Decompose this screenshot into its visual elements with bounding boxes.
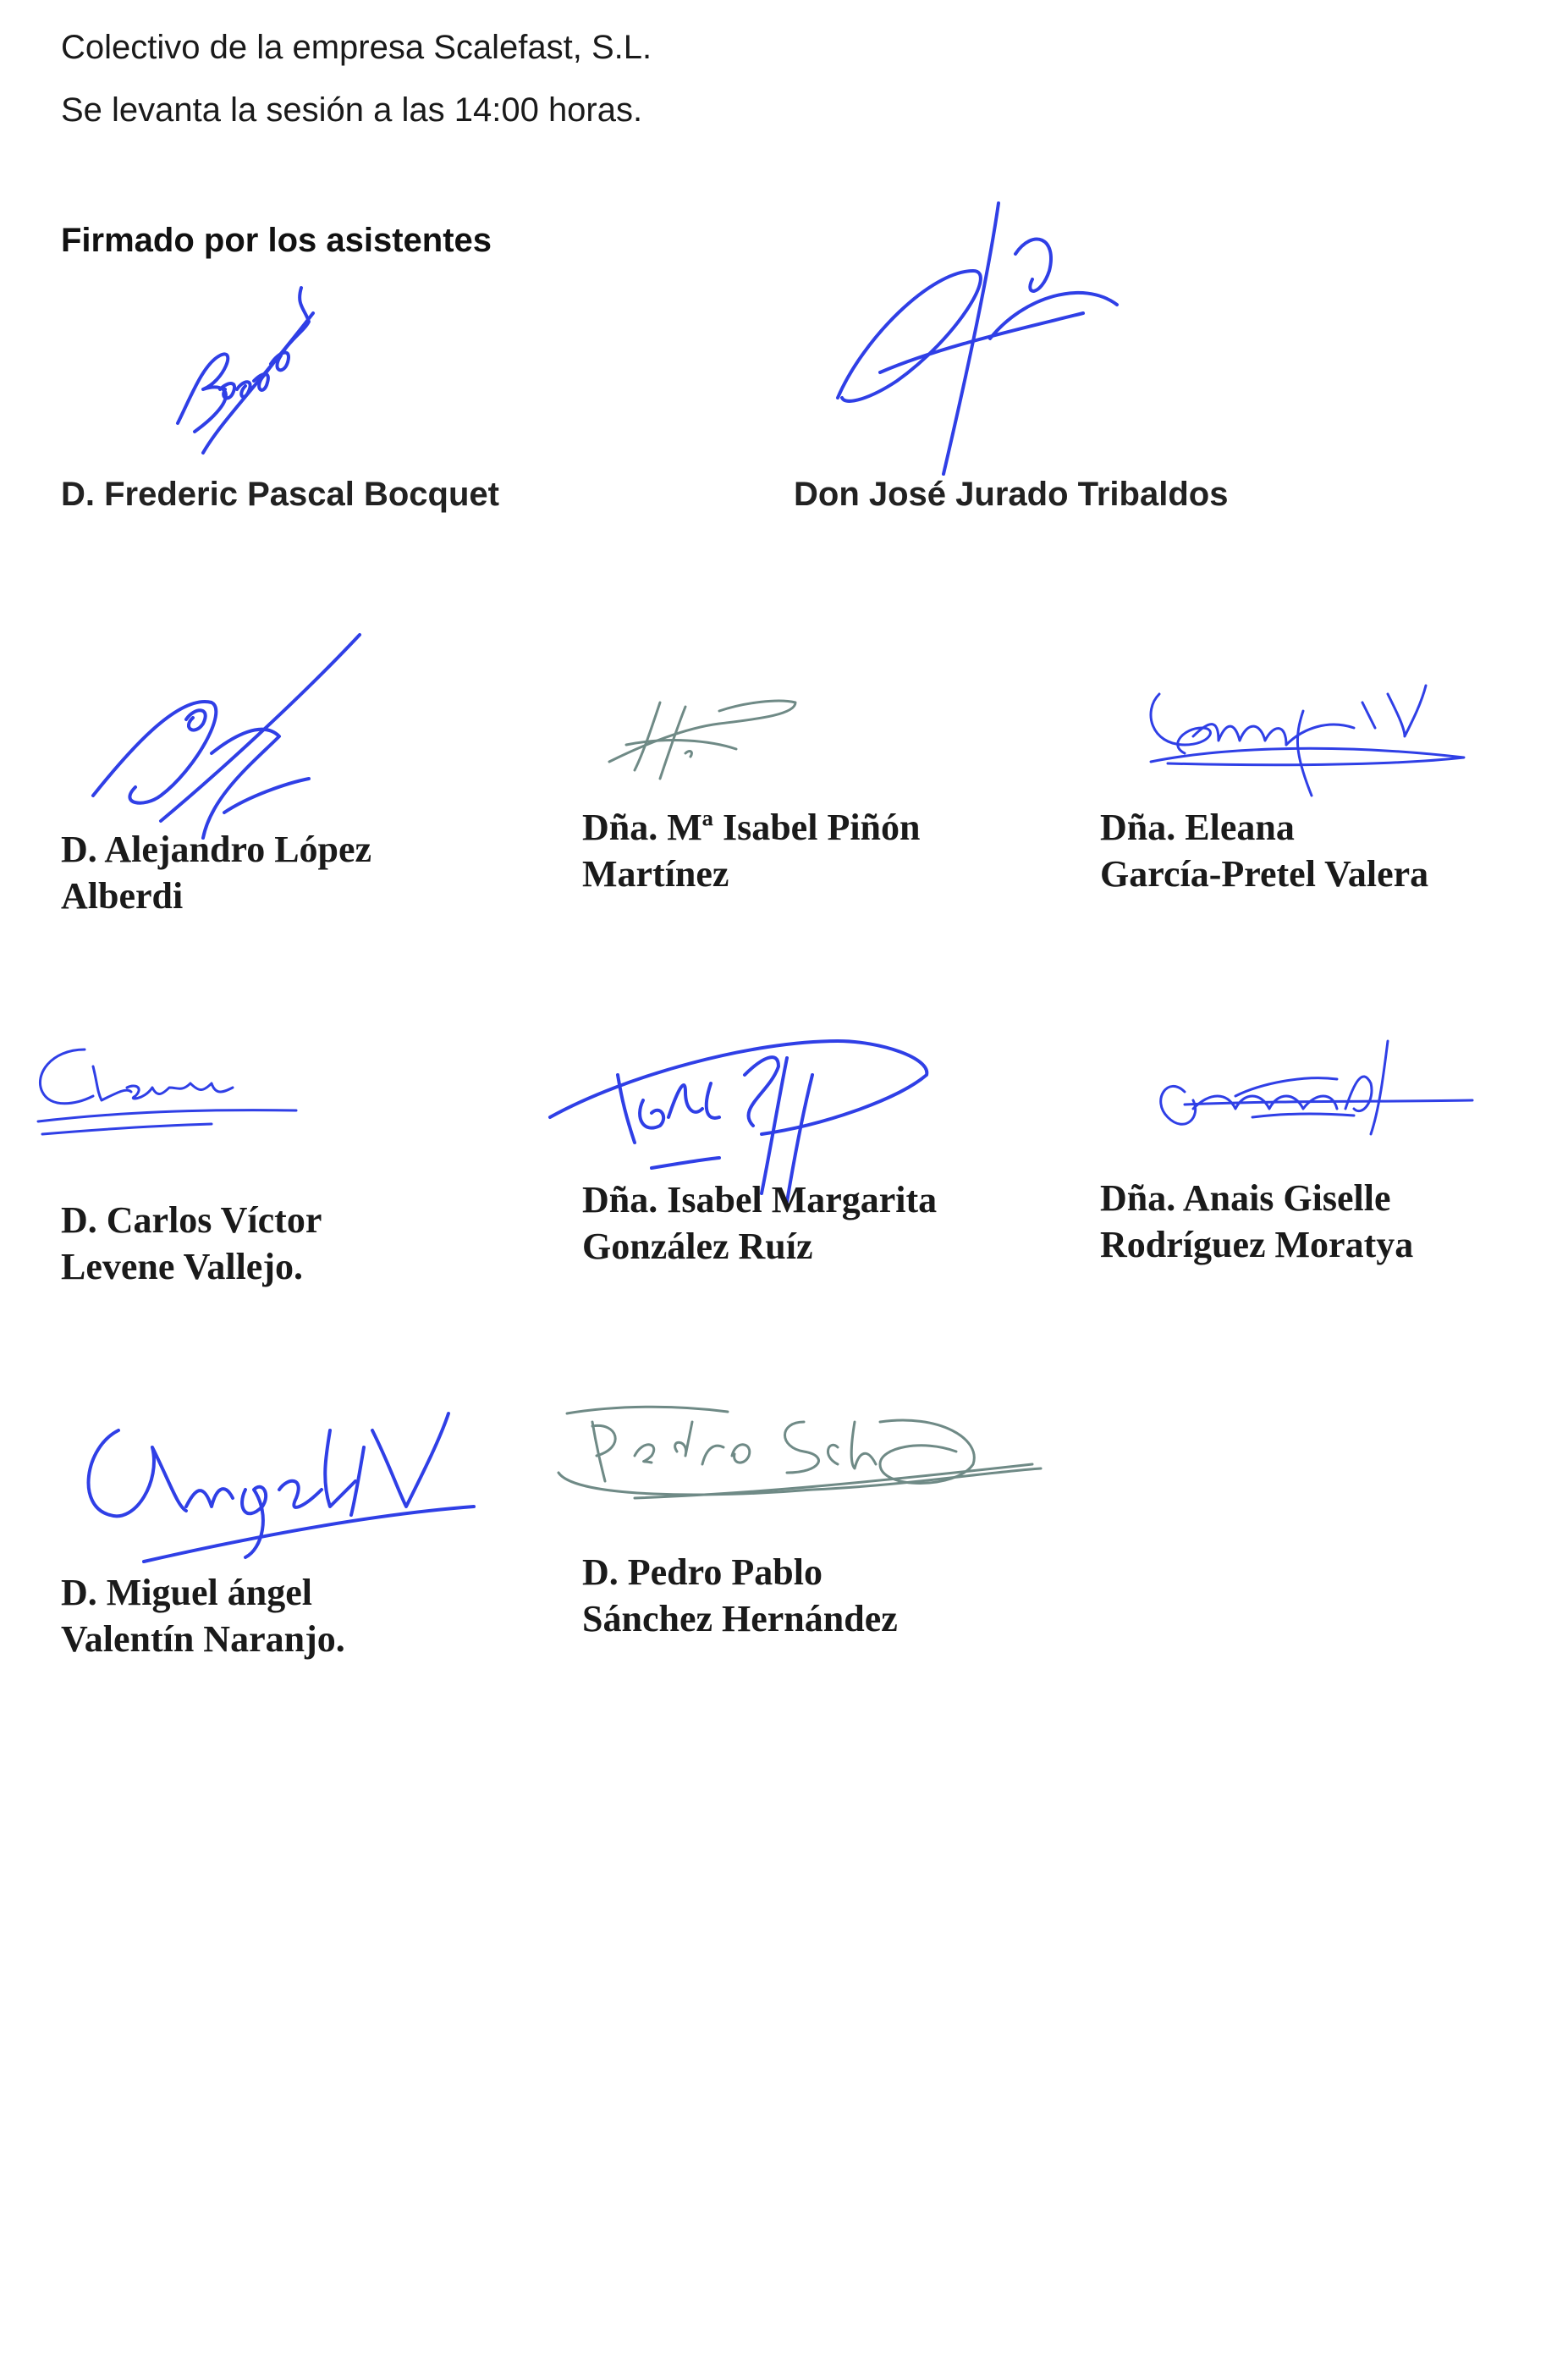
signatory-name-block [582,1176,937,1270]
signature-sanchez [542,1388,1049,1523]
signatory-name-line1: D. Carlos Víctor [61,1199,322,1241]
signature-jurado [829,195,1134,482]
signatory-name-line2: Alberdi [61,875,184,917]
signatures-heading: Firmado por los asistentes [61,222,492,259]
signature-levene [25,1041,313,1160]
signature-eleana [1134,660,1472,804]
signature-bocquet [144,262,347,466]
signatory-name-line2: Rodríguez Moratya [1100,1224,1414,1265]
signature-rodriguez [1134,1024,1481,1168]
signatory-name-line1: D. Alejandro López [61,829,372,870]
signatory-name-block [61,1569,345,1662]
signatory-name-line1: Dña. Isabel Margarita [582,1179,938,1220]
signature-pinon [592,677,812,787]
signatory-name: D. Frederic Pascal Bocquet [61,476,499,513]
signatory-name: Don José Jurado Tribaldos [794,476,1229,513]
signature-miguel [68,1380,491,1591]
signatory-name-block [61,1197,322,1290]
signatory-name-line2: Valentín Naranjo. [61,1618,345,1660]
signatory-name-line1: D. Pedro Pablo [582,1551,823,1593]
signatory-name-line2: Martínez [582,853,729,895]
signatory-name-block [61,826,371,919]
signatory-name-line2: García-Pretel Valera [1100,853,1429,895]
signatory-name-block [582,1549,898,1642]
signatory-name-line2: Levene Vallejo. [61,1246,303,1287]
signatory-name-block [1100,804,1428,897]
company-line: Colectivo de la empresa Scalefast, S.L. [61,29,652,66]
signatory-name-block [582,804,920,897]
signatory-name-line1: Dña. Anais Giselle [1100,1177,1391,1219]
signatory-name-line1: Dña. Eleana [1100,807,1295,848]
signatory-name-line2: Sánchez Hernández [582,1598,898,1639]
session-end-line: Se levanta la sesión a las 14:00 horas. [61,91,643,129]
signatory-name-block [1100,1175,1413,1268]
signatory-name-line1: D. Miguel ángel [61,1572,312,1613]
signatory-name-line2: González Ruíz [582,1226,813,1267]
signatory-name-line1: Dña. Mª Isabel Piñón [582,807,921,848]
